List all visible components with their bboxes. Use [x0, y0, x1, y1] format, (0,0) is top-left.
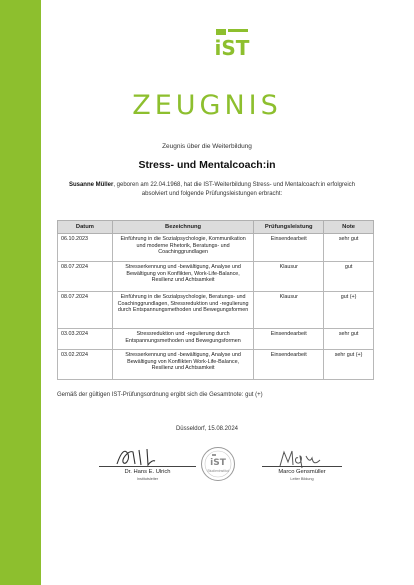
cell-exam: Einsendearbeit — [254, 329, 324, 350]
cell-grade: sehr gut (+) — [324, 350, 374, 380]
header-pruefungsleistung: Prüfungsleistung — [254, 221, 324, 234]
logo-bar — [228, 29, 248, 32]
cell-grade: gut — [324, 262, 374, 292]
cell-date: 06.10.2023 — [58, 234, 113, 262]
student-name: Susanne Müller — [68, 182, 114, 188]
signature-stroke — [117, 449, 155, 465]
cell-grade: sehr gut — [324, 329, 374, 350]
table-row — [58, 329, 374, 350]
signature-line-left — [99, 466, 196, 467]
grades-table — [57, 220, 374, 380]
cell-title: Stressreduktion und -regulierung durch Entspannungsmethoden und Bewegungsformen — [112, 329, 253, 350]
cell-title: Stresserkennung und -bewältigung, Analyse und Bewältigung von Konflikten Work-Life-Balance, Resilienz und Achtsamkeit — [112, 350, 253, 380]
cell-title: Stresserkennung und -bewältigung, Analyse und Bewältigung von Konflikten, Work-Life-Balance, Resilienz und Achtsamkeit — [112, 262, 253, 292]
cell-date: 08.07.2024 — [58, 292, 113, 329]
signatory-left-role: Institutsleiter — [136, 477, 159, 481]
signature-line-right — [262, 466, 342, 467]
ist-logo — [210, 29, 254, 59]
cell-grade: sehr gut — [324, 234, 374, 262]
certificate-subtitle: Zeugnis über die Weiterbildung — [162, 143, 252, 150]
cell-exam: Klausur — [254, 262, 324, 292]
table-row — [58, 292, 374, 329]
certificate-title: ZEUGNIS — [132, 90, 282, 121]
signatory-left-name: Dr. Hans E. Ulrich — [124, 469, 171, 475]
intro-paragraph — [62, 181, 362, 198]
header-note: Note — [324, 221, 374, 234]
institute-seal — [200, 446, 236, 482]
seal-logo-mark — [212, 454, 216, 456]
table-header-row — [58, 221, 374, 234]
cell-date: 08.07.2024 — [58, 262, 113, 292]
header-bezeichnung: Bezeichnung — [112, 221, 253, 234]
overall-grade-summary: Gemäß der gültigen IST-Prüfungsordnung ergibt sich die Gesamtnote: gut (+) — [57, 392, 263, 398]
cell-title: Einführung in die Sozialpsychologie, Kommunikation und moderne Rhetorik, Beratungs- und Coachinggrundlagen — [112, 234, 253, 262]
intro-text: , geboren am 22.04.1968, hat die IST-Weiterbildung Stress- und Mentalcoach:in erfolgreich absolviert und folgende Prüfungsleistungen erbracht: — [113, 182, 356, 197]
table-row — [58, 350, 374, 380]
cell-exam: Klausur — [254, 292, 324, 329]
header-datum: Datum — [58, 221, 113, 234]
table-row — [58, 234, 374, 262]
signatory-right-name: Marco Gensmüller — [278, 469, 326, 475]
logo-text: iST — [214, 36, 250, 59]
table-row — [58, 262, 374, 292]
cell-date: 03.02.2024 — [58, 350, 113, 380]
logo-square — [216, 29, 226, 35]
cell-title: Einführung in die Sozialpsychologie, Beratungs- und Coachinggrundlagen, Stressreduktion und -regulierung durch Entspannungsmethoden und Bewegungsformen — [112, 292, 253, 329]
cell-exam: Einsendearbeit — [254, 350, 324, 380]
cell-date: 03.03.2024 — [58, 329, 113, 350]
cell-exam: Einsendearbeit — [254, 234, 324, 262]
seal-logo-text: iST — [210, 458, 226, 468]
signatory-right-role: Leiter Bildung — [290, 477, 314, 481]
course-name: Stress- und Mentalcoach:in — [138, 159, 276, 171]
cell-grade: gut (+) — [324, 292, 374, 329]
seal-text: Studieninstitut — [207, 469, 229, 473]
green-side-bar — [0, 0, 41, 585]
place-and-date: Düsseldorf, 15.08.2024 — [175, 426, 239, 432]
